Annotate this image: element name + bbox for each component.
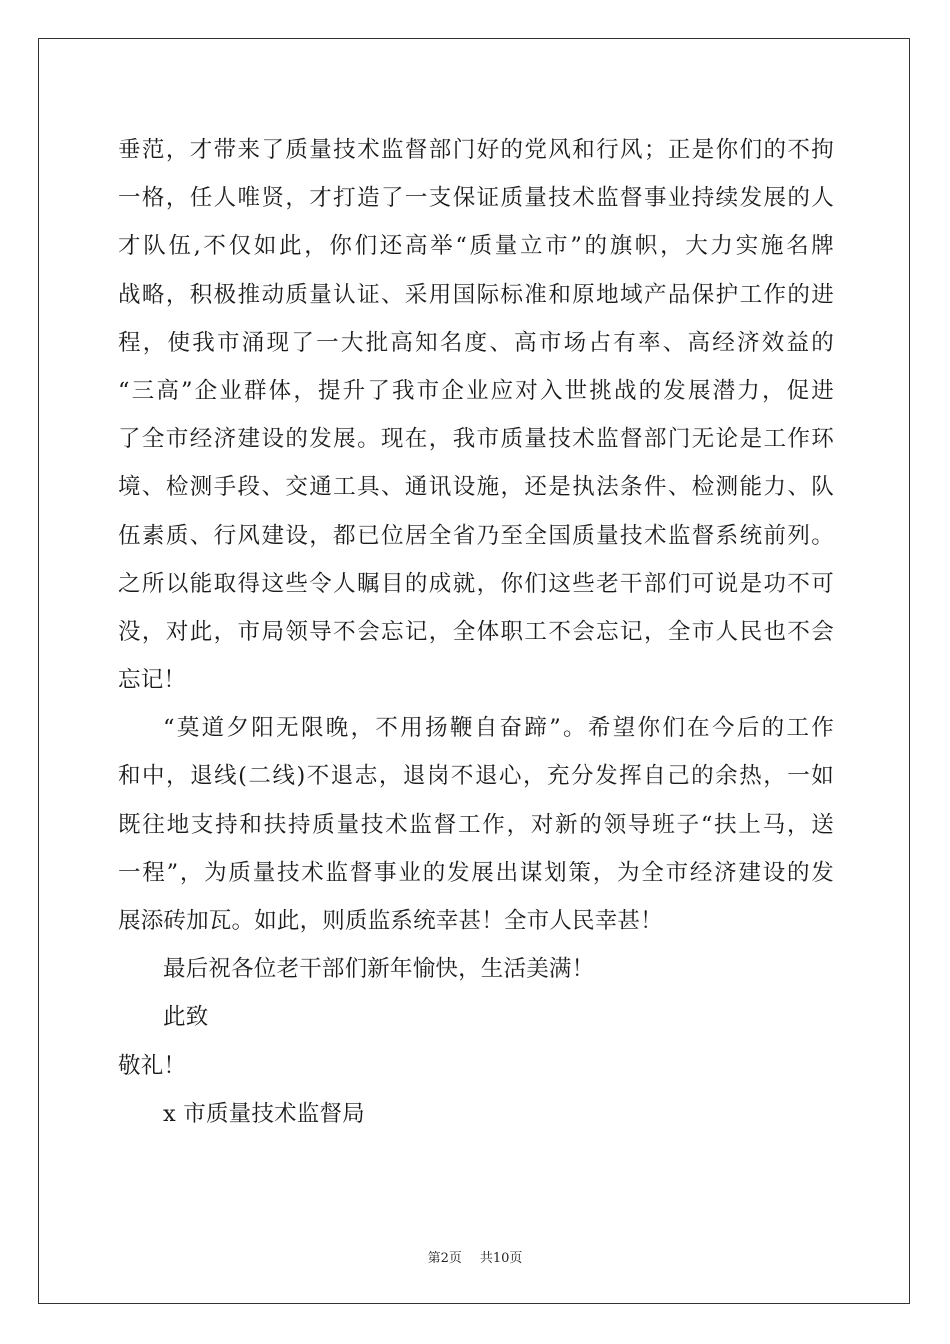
letter-body [118,126,834,1138]
page-number: 第2页 [427,1251,462,1266]
body-line: 没，对此，市局领导不会忘记，全体职工不会忘记，全市人民也不会 [118,618,834,645]
body-line: 了全市经济建设的发展。现在，我市质量技术监督部门无论是工作环 [118,426,834,453]
signature-organization: x 市质量技术监督局 [163,1100,365,1127]
body-line: 伍素质、行风建设，都已位居全省乃至全国质量技术监督系统前列。 [118,522,834,549]
body-line: 境、检测手段、交通工具、通讯设施，还是执法条件、检测能力、队 [118,474,834,501]
page-footer [0,1247,950,1266]
salutation-cizhi: 此致 [163,1004,209,1031]
page-total: 共10页 [479,1251,523,1266]
body-line: 和中，退线(二线)不退志，退岗不退心，充分发挥自己的余热，一如 [118,763,834,790]
body-line: 一程”，为质量技术监督事业的发展出谋划策，为全市经济建设的发 [118,859,834,886]
body-line: “三高”企业群体，提升了我市企业应对入世挑战的发展潜力，促进 [118,377,834,404]
body-line: 忘记！ [118,667,187,694]
salutation-jingli: 敬礼！ [118,1052,187,1079]
body-line: “莫道夕阳无限晚，不用扬鞭自奋蹄”。希望你们在今后的工作 [163,715,834,742]
body-line: 程，使我市涌现了一大批高知名度、高市场占有率、高经济效益的 [118,329,834,356]
closing-wish: 最后祝各位老干部们新年愉快，生活美满！ [163,956,595,983]
body-line: 垂范，才带来了质量技术监督部门好的党风和行风；正是你们的不拘 [118,137,834,163]
body-line: 一格，任人唯贤，才打造了一支保证质量技术监督事业持续发展的人 [118,185,834,212]
body-line: 既往地支持和扶持质量技术监督工作，对新的领导班子“扶上马，送 [118,811,834,838]
body-line: 之所以能取得这些令人瞩目的成就，你们这些老干部们可说是功不可 [118,570,834,597]
body-line: 展添砖加瓦。如此，则质监系统幸甚！全市人民幸甚！ [118,908,663,934]
body-line: 才队伍,不仅如此，你们还高举“质量立市”的旗帜，大力实施名牌 [118,233,834,260]
body-line: 战略，积极推动质量认证、采用国际标准和原地域产品保护工作的进 [118,281,834,308]
